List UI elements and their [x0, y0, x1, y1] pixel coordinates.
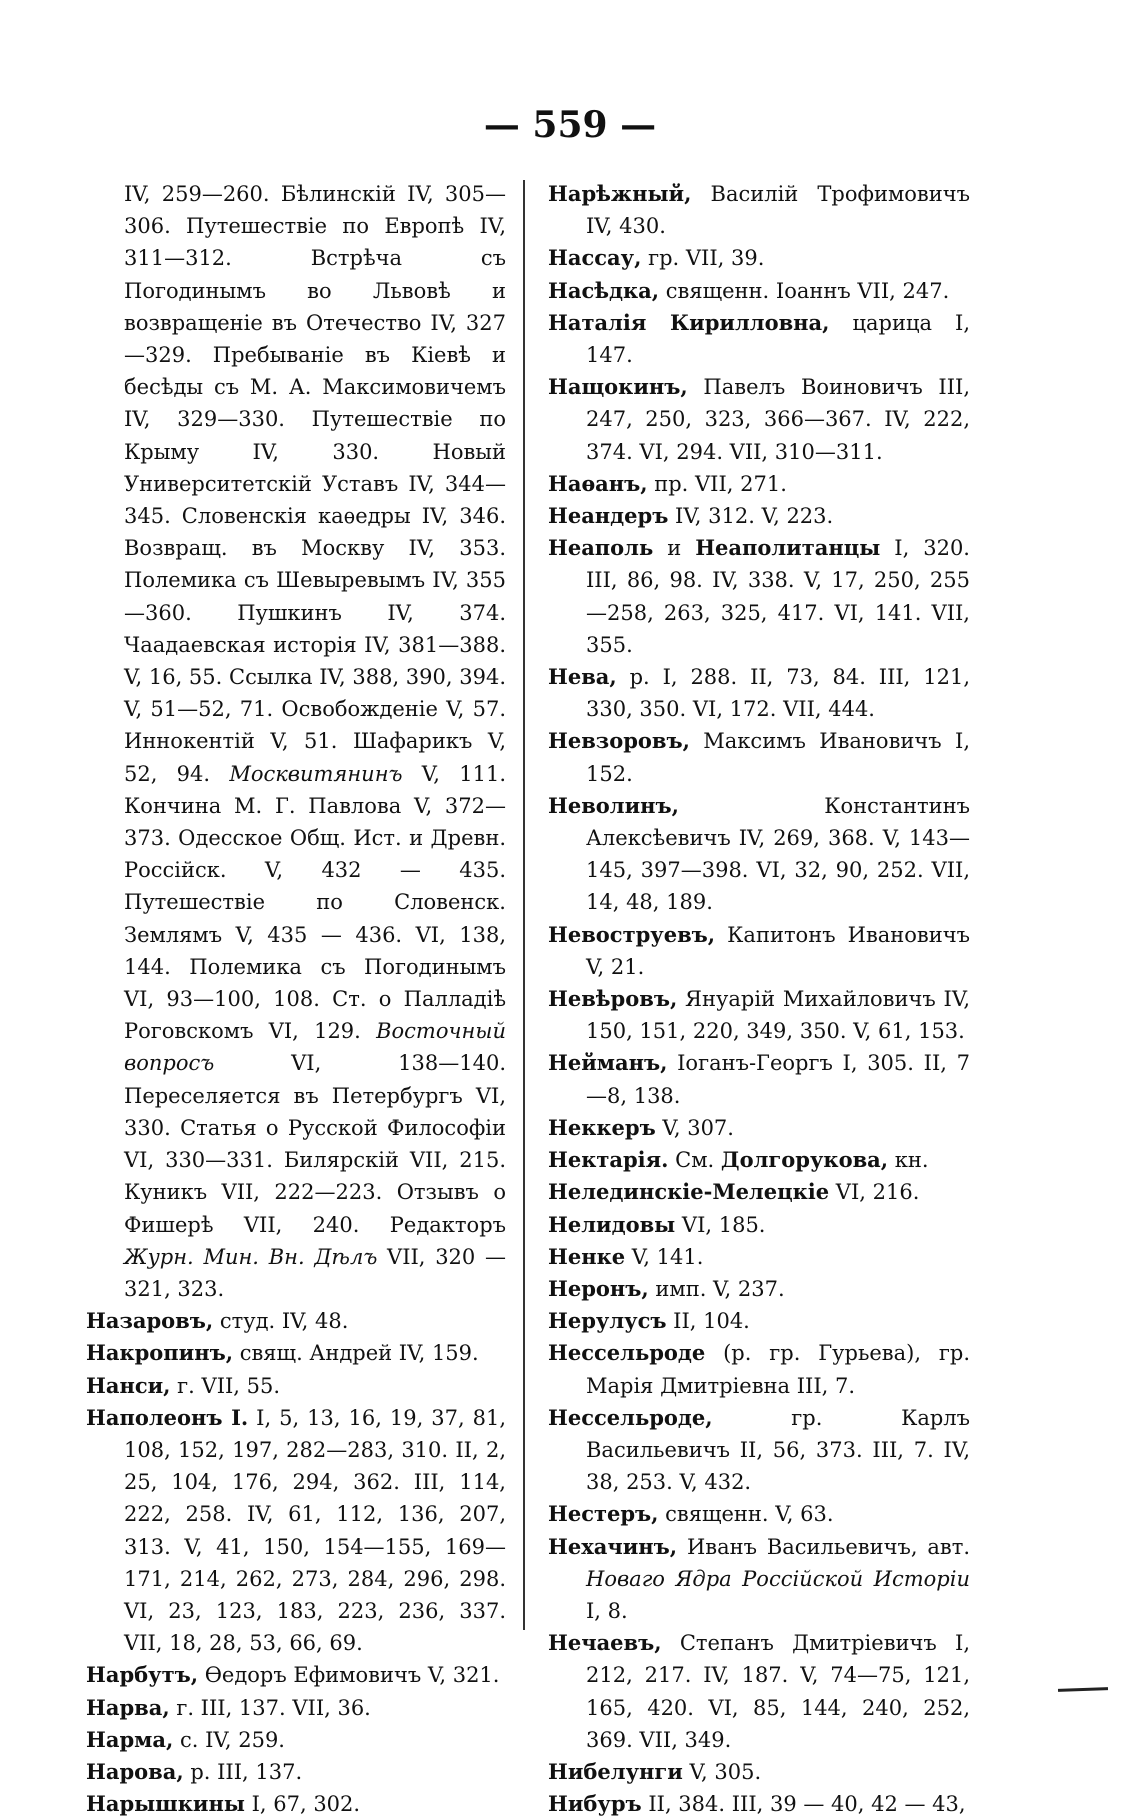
entry-heading: Невоструевъ,: [548, 921, 716, 947]
entry-text: I, 5, 13, 16, 19, 37, 81, 108, 152, 197, 282—283, 310. II, 2, 25, 104, 176, 294, 362. III, 114, 222, 258. IV, 61, 112, 136, 207, 313. V, 41, 150, 154—155, 169—171, 214, 262, 273, 284, 296, 298. VI, 23, 123, 183, 223, 236, 337. VII, 18, 28, 53, 66, 69.: [124, 1405, 506, 1656]
entry-text: II, 384. III, 39 — 40, 42 — 43,: [641, 1792, 966, 1817]
entry-text: Капитонъ Ивановичъ V, 21.: [586, 922, 970, 979]
entry-text: пр. VII, 271.: [647, 471, 787, 496]
index-entry: [86, 178, 506, 1305]
index-entry: [548, 1273, 970, 1305]
entry-text: Иванъ Васильевичъ, авт.: [677, 1534, 970, 1559]
entry-title-italic: Восточный вопросъ: [124, 1019, 506, 1076]
index-entry: [548, 661, 970, 725]
entry-text: VI, 216.: [829, 1180, 920, 1205]
index-entry: [86, 1692, 506, 1724]
entry-text: свящ. Андрей IV, 159.: [233, 1341, 479, 1366]
entry-text: См.: [668, 1148, 721, 1173]
entry-text: I, 320. III, 86, 98. IV, 338. V, 17, 250, 255—258, 263, 325, 417. VI, 141. VII, 355.: [586, 536, 970, 657]
entry-text: священн. Іоаннъ VII, 247.: [659, 278, 950, 303]
index-column-left: [86, 178, 506, 1820]
entry-text: Степанъ Дмитріевичъ I, 212, 217. IV, 187. V, 74—75, 121, 165, 420. VI, 85, 144, 240, 252, 369. VII, 349.: [586, 1631, 970, 1752]
entry-text: Ѳедоръ Ефимовичъ V, 321.: [198, 1663, 500, 1688]
entry-heading: Неронъ,: [548, 1275, 649, 1301]
entry-text: I, 67, 302.: [244, 1792, 361, 1817]
entry-text: VII, 320 — 321, 323.: [124, 1244, 506, 1301]
entry-text: р. III, 137.: [183, 1759, 303, 1784]
index-entry: [548, 1144, 970, 1176]
entry-heading: Нелединскіе-Мелецкіе: [548, 1179, 830, 1205]
index-entry: [548, 500, 970, 532]
entry-text: Василій Трофимовичъ IV, 430.: [586, 182, 970, 239]
entry-text: р. I, 288. II, 73, 84. III, 121, 330, 350. VI, 172. VII, 444.: [586, 665, 970, 722]
entry-heading: Нибуръ: [548, 1791, 642, 1817]
entry-heading: Неандеръ: [548, 503, 669, 529]
index-entry: [548, 1305, 970, 1337]
entry-text: Януарій Михайловичъ IV, 150, 151, 220, 349, 350. V, 61, 153.: [586, 987, 970, 1044]
index-column-right: [548, 178, 970, 1820]
entry-heading: Нарышкины: [86, 1791, 245, 1817]
index-entry: [86, 1402, 506, 1660]
index-entry: [86, 1370, 506, 1402]
entry-heading: Неккеръ: [548, 1114, 656, 1140]
entry-text: IV, 259—260. Бѣлинскій IV, 305—306. Путешествіе по Европѣ IV, 311—312. Встрѣча съ Погодинымъ во Львовѣ и возвращеніе въ Отечество IV, 327—329. Пребываніе въ Кіевѣ и бесѣды съ М. А. Максимовичемъ IV, 329—330. Путешествіе по Крыму IV, 330. Новый Университетскій Уставъ IV, 344—345. Словенскія каѳедры IV, 346. Возвращ. въ Москву IV, 353. Полемика съ Шевыревымъ IV, 355—360. Пушкинъ IV, 374. Чаадаевская исторія IV, 381—388. V, 16, 55. Ссылка IV, 388, 390, 394. V, 51—52, 71. Освобожденіе V, 57. Иннокентій V, 51. Шафарикъ V, 52, 94.: [124, 182, 506, 786]
entry-text: Іоганъ-Георгъ I, 305. II, 7—8, 138.: [586, 1051, 970, 1108]
entry-heading: Нанси,: [86, 1372, 171, 1398]
entry-heading: Нассау,: [548, 245, 642, 271]
index-entry: [548, 1756, 970, 1788]
entry-text: VI, 138—140. Переселяется въ Петербургъ VI, 330. Статья о Русской Философіи VI, 330—331. Билярскій VII, 215. Куникъ VII, 222—223. Отзывъ о Фишерѣ VII, 240. Редакторъ: [124, 1051, 506, 1237]
column-divider: [523, 180, 525, 1630]
entry-text: имп. V, 237.: [648, 1276, 785, 1301]
entry-text: г. VII, 55.: [170, 1373, 281, 1398]
entry-heading: Неволинъ,: [548, 792, 679, 818]
entry-heading: Нестеръ,: [548, 1501, 659, 1527]
index-entry: [548, 1498, 970, 1530]
entry-text: кн.: [888, 1148, 929, 1173]
index-entry: [548, 983, 970, 1047]
entry-text: с. IV, 259.: [173, 1727, 285, 1752]
index-entry: [548, 1337, 970, 1401]
index-entry: [548, 1241, 970, 1273]
index-entry: [548, 532, 970, 661]
entry-title-italic: Москвитянинъ: [229, 761, 403, 786]
entry-text: V, 111. Кончина М. Г. Павлова V, 372—373. Одесское Общ. Ист. и Древн. Россійск. V, 432 — 435. Путешествіе по Словенск. Землямъ V, 435 — 436. VI, 138, 144. Полемика съ Погодинымъ VI, 93—100, 108. Ст. о Палладіѣ Роговскомъ VI, 129.: [124, 761, 506, 1044]
entry-text: II, 104.: [666, 1309, 750, 1334]
entry-heading: Нектарія.: [548, 1147, 669, 1173]
entry-text: гр. VII, 39.: [641, 246, 765, 271]
entry-heading: Нерулусъ: [548, 1308, 667, 1334]
entry-heading: Неаполь: [548, 535, 654, 561]
index-entry: [548, 790, 970, 919]
index-entry: [548, 371, 970, 468]
entry-text: I, 8.: [586, 1598, 628, 1623]
entry-text: студ. IV, 48.: [213, 1309, 349, 1334]
index-entry: [548, 1209, 970, 1241]
entry-title-italic: Новаго Ядра Россійской Исторіи: [586, 1566, 970, 1591]
entry-text: Павелъ Воиновичъ III, 247, 250, 323, 366—367. IV, 222, 374. VI, 294. VII, 310—311.: [586, 375, 970, 464]
entry-heading: Нарбутъ,: [86, 1662, 199, 1688]
index-entry: [548, 1176, 970, 1208]
entry-title-italic: Журн. Мин. Вн. Дѣлъ: [124, 1244, 378, 1269]
entry-heading: Неаполитанцы: [695, 535, 881, 561]
entry-text: IV, 312. V, 223.: [668, 504, 834, 529]
entry-heading: Нащокинъ,: [548, 374, 688, 400]
index-entry: [548, 1047, 970, 1111]
entry-text: V, 305.: [682, 1759, 762, 1784]
entry-heading: Нарѣжный,: [548, 181, 692, 206]
page-number: — 559 —: [483, 104, 657, 146]
index-entry: [86, 1756, 506, 1788]
entry-heading: Наполеонъ I.: [86, 1404, 249, 1430]
index-entry: [548, 1627, 970, 1756]
entry-text: V, 141.: [625, 1244, 704, 1269]
entry-text: царица I, 147.: [586, 310, 971, 368]
index-entry: [86, 1337, 506, 1369]
entry-heading: Невѣровъ,: [548, 986, 678, 1012]
entry-heading: Нелидовы: [548, 1211, 676, 1237]
entry-text: (р. гр. Гурьева), гр. Марія Дмитріевна III, 7.: [586, 1341, 970, 1398]
entry-heading: Невзоровъ,: [548, 728, 690, 754]
entry-heading: Долгорукова,: [720, 1147, 889, 1173]
entry-heading: Накропинъ,: [86, 1340, 234, 1366]
entry-heading: Наѳанъ,: [548, 470, 648, 496]
entry-heading: Наталія Кирилловна,: [548, 309, 830, 335]
entry-text: VI, 185.: [675, 1212, 766, 1237]
index-entry: [548, 725, 970, 789]
entry-text: V, 307.: [655, 1115, 734, 1140]
entry-heading: Нарва,: [86, 1694, 170, 1720]
entry-heading: Нессельроде: [548, 1340, 706, 1366]
entry-text: Максимъ Ивановичъ I, 152.: [586, 729, 970, 786]
index-entry: [548, 275, 970, 307]
entry-heading: Нарма,: [86, 1726, 174, 1752]
index-entry: [86, 1724, 506, 1756]
entry-heading: Нева,: [548, 664, 617, 690]
index-entry: [548, 1402, 970, 1499]
entry-heading: Насѣдка,: [548, 277, 660, 303]
entry-heading: Нечаевъ,: [548, 1630, 662, 1656]
index-entry: [548, 307, 970, 371]
entry-heading: Нибелунги: [548, 1758, 683, 1784]
entry-heading: Нейманъ,: [548, 1050, 668, 1076]
index-entry: [548, 1788, 970, 1820]
entry-text: Константинъ Алексѣевичъ IV, 269, 368. V, 143—145, 397—398. VI, 32, 90, 252. VII, 14, 48, 189.: [586, 793, 970, 915]
index-entry: [86, 1305, 506, 1337]
index-entry: [548, 468, 970, 500]
entry-text: гр. Карлъ Васильевичъ II, 56, 373. III, 7. IV, 38, 253. V, 432.: [586, 1405, 970, 1495]
index-entry: [548, 178, 970, 242]
index-entry: [86, 1788, 506, 1820]
entry-text: и: [653, 536, 696, 561]
margin-mark: [1058, 1687, 1108, 1692]
entry-heading: Нессельроде,: [548, 1404, 713, 1430]
entry-text: г. III, 137. VII, 36.: [169, 1695, 371, 1720]
entry-heading: Нарова,: [86, 1758, 184, 1784]
entry-text: священн. V, 63.: [658, 1502, 834, 1527]
index-entry: [548, 242, 970, 274]
index-entry: [548, 1531, 970, 1628]
index-entry: [548, 919, 970, 983]
entry-heading: Нехачинъ,: [548, 1533, 678, 1559]
index-entry: [548, 1112, 970, 1144]
entry-heading: Ненке: [548, 1243, 626, 1269]
entry-heading: Назаровъ,: [86, 1308, 214, 1334]
index-entry: [86, 1659, 506, 1691]
